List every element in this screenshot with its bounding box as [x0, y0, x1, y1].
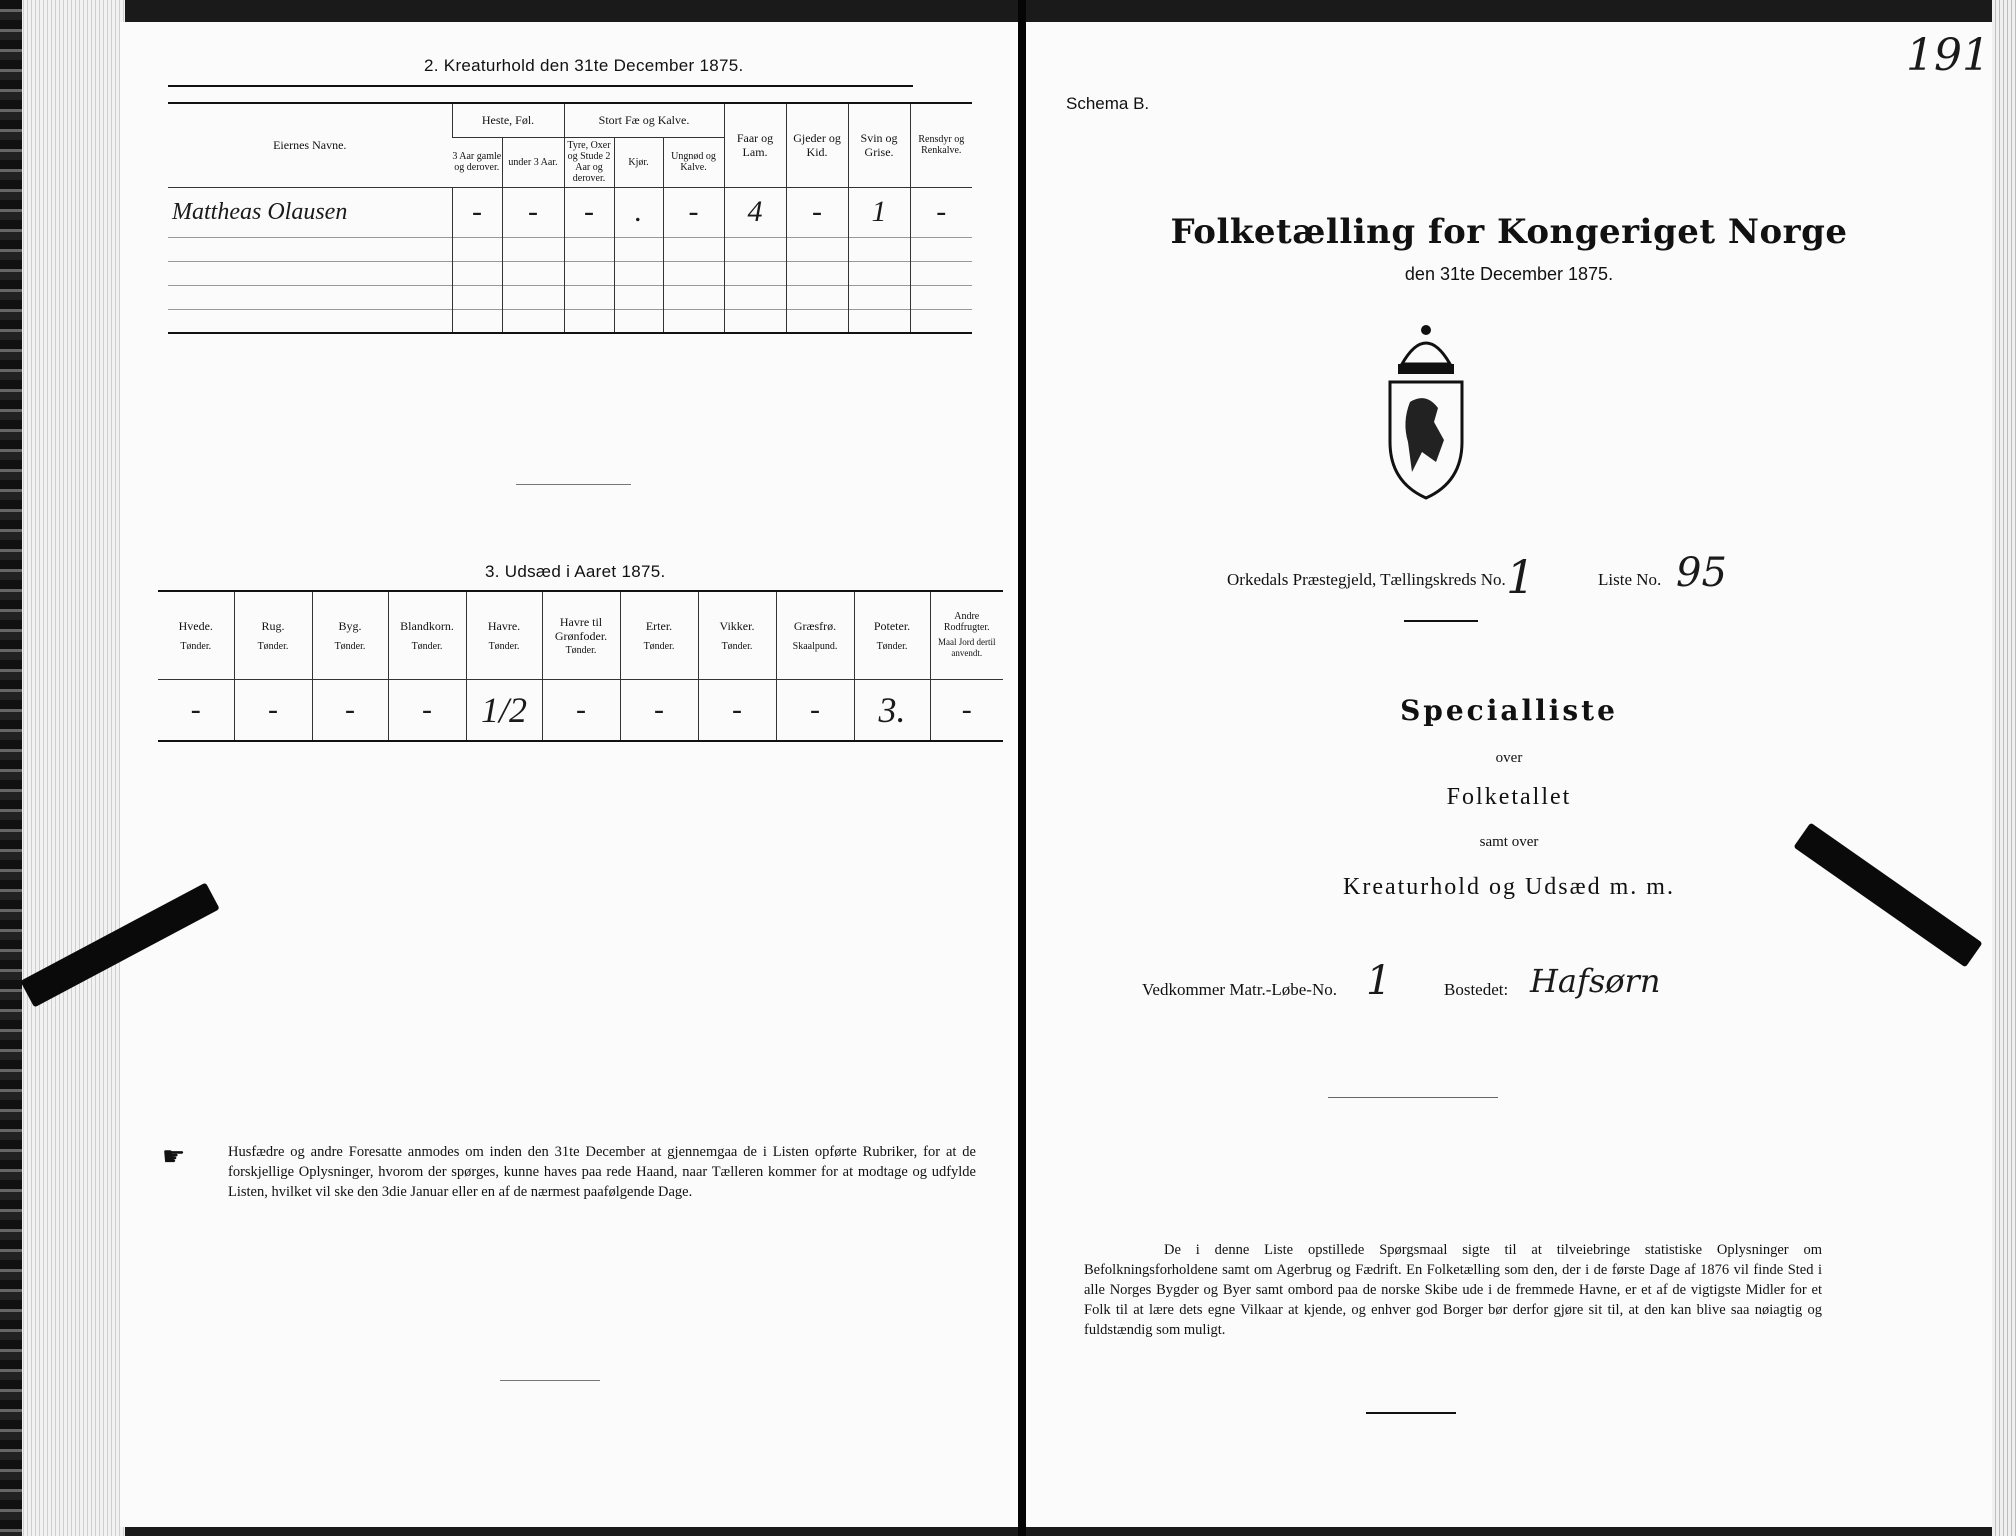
- seed-values-row: [158, 679, 1003, 741]
- list-number: 95: [1676, 550, 1727, 596]
- seed-value: 3.: [854, 679, 930, 741]
- divider: [1328, 1097, 1498, 1098]
- seed-value: -: [776, 679, 854, 741]
- seed-value: -: [620, 679, 698, 741]
- seed-value: -: [190, 692, 201, 726]
- seed-header: Blandkorn. Tønder.: [388, 591, 466, 679]
- explanation-text: De i denne Liste opstillede Spørgsmaal sigte til at tilveiebringe statistiske Oplysninger om Befolkningsforholdene samt om Agerbrug og Fædrift. En Folketælling som den, der i de første Dage af 1876 vil finde Sted i alle Norges Bygder og Byer samt ombord paa de norske Skibe ude i de fremmede Havne, er et af de vigtigste Midler for et Folk til at lære dets egne Vilkaar at kjende, og enhver god Borger bør derfor gjøre sit til, at den kan blive saa nøiagtig og fuldstændig som muligt.: [1084, 1242, 1822, 1338]
- left-page: [120, 22, 1018, 1527]
- seed-value: -: [234, 679, 312, 741]
- bostedet-value: Hafsørn: [1530, 962, 1661, 1000]
- seed-header: Rug. Tønder.: [234, 591, 312, 679]
- schema-label: Schema B.: [1066, 94, 1150, 113]
- seed-header: Hvede. Tønder.: [178, 618, 213, 652]
- cell-value: -: [786, 187, 848, 237]
- date-line: den 31te December 1875.: [1404, 264, 1614, 284]
- seed-value: 1/2: [466, 679, 542, 741]
- cell-value: .: [614, 187, 663, 237]
- district-number: 1: [1506, 550, 1536, 604]
- matr-number: 1: [1366, 958, 1392, 1004]
- divider: [516, 484, 631, 485]
- matr-label: Vedkommer Matr.-Løbe-No.: [1142, 980, 1337, 999]
- seed-value: -: [930, 679, 1003, 741]
- cell-value: 1: [848, 187, 910, 237]
- divider: [500, 1380, 600, 1381]
- list-label: Liste No.: [1598, 570, 1662, 589]
- cell-value: -: [663, 187, 724, 237]
- seed-section-title: 3. Udsæd i Aaret 1875.: [485, 562, 666, 581]
- over-text: over: [1495, 750, 1523, 766]
- table-row: [168, 261, 972, 285]
- main-title: Folketælling for Kongeriget Norge: [1170, 212, 1848, 252]
- cell-value: -: [452, 187, 502, 237]
- cattle-group-header: Stort Fæ og Kalve.: [564, 103, 724, 137]
- seed-header: Andre Rodfrugter. Maal Jord dertil anvendt.: [930, 591, 1003, 679]
- folketallet: Folketallet: [1446, 784, 1572, 810]
- reindeer-header: Rensdyr og Renkalve.: [910, 103, 972, 187]
- top-rule: [168, 85, 913, 87]
- book-spine-left: [0, 0, 125, 1536]
- notice-text: Husfædre og andre Foresatte anmodes om inden den 31te December at gjennemgaa de i Listen opførte Rubriker, for at de forskjellige Oplysninger, hvorom der spørges, kunne haves paa rede Haand, naar Tælleren kommer for at modtage og udfylde Listen, hvilket vil ske den 3die Januar eller en af de nærmest paafølgende Dage.: [228, 1144, 976, 1200]
- cell-value: 4: [724, 187, 786, 237]
- cows-header: Kjør.: [614, 137, 663, 187]
- seed-header: Byg. Tønder.: [312, 591, 388, 679]
- livestock-table: [168, 102, 972, 334]
- cell-value: -: [564, 187, 614, 237]
- table-row: [168, 285, 972, 309]
- seed-header: Havre til Grønfoder. Tønder.: [542, 591, 620, 679]
- seed-value: -: [388, 679, 466, 741]
- seed-value: -: [698, 679, 776, 741]
- kreaturhold-title: Kreaturhold og Udsæd m. m.: [1343, 874, 1675, 900]
- pigs-header: Svin og Grise.: [848, 103, 910, 187]
- horses-old-header: 3 Aar gamle og derover.: [452, 137, 502, 187]
- bostedet-label: Bostedet:: [1444, 980, 1509, 999]
- owner-header: Eiernes Navne.: [168, 103, 452, 187]
- table-row: [168, 309, 972, 333]
- goats-header: Gjeder og Kid.: [786, 103, 848, 187]
- seed-header: Græsfrø. Skaalpund.: [776, 591, 854, 679]
- horses-young-header: under 3 Aar.: [502, 137, 564, 187]
- owner-name: Mattheas Olausen: [172, 198, 348, 225]
- seed-header: Vikker. Tønder.: [698, 591, 776, 679]
- horses-group-header: Heste, Føl.: [452, 103, 564, 137]
- seed-value: -: [312, 679, 388, 741]
- seed-table: [158, 590, 1003, 742]
- young-cattle-header: Ungnød og Kalve.: [663, 137, 724, 187]
- livestock-section-title: 2. Kreaturhold den 31te December 1875.: [424, 56, 744, 75]
- bulls-header: Tyre, Oxer og Stude 2 Aar og derover.: [564, 137, 614, 187]
- cell-value: -: [910, 187, 972, 237]
- seed-header: Poteter. Tønder.: [854, 591, 930, 679]
- table-row: [168, 187, 972, 237]
- sheep-header: Faar og Lam.: [724, 103, 786, 187]
- book-gutter: [1018, 0, 1026, 1536]
- special-title: Specialliste: [1400, 694, 1618, 727]
- right-page: [1026, 22, 1992, 1527]
- pointing-hand-icon: ☛: [162, 1142, 186, 1172]
- cell-value: -: [502, 187, 564, 237]
- samt-over-text: samt over: [1479, 834, 1539, 850]
- divider: [1404, 620, 1478, 622]
- seed-header: Havre. Tønder.: [466, 591, 542, 679]
- seed-header: Erter. Tønder.: [620, 591, 698, 679]
- page-number: 191: [1906, 30, 1990, 81]
- seed-value: -: [542, 679, 620, 741]
- divider: [1366, 1412, 1456, 1414]
- table-row: [168, 237, 972, 261]
- book-spine-right: [1992, 0, 2016, 1536]
- parish-label: Orkedals Præstegjeld, Tællingskreds No.: [1227, 570, 1506, 589]
- norwegian-coat-of-arms-icon: [1378, 322, 1474, 500]
- seed-header-row: [158, 591, 1003, 679]
